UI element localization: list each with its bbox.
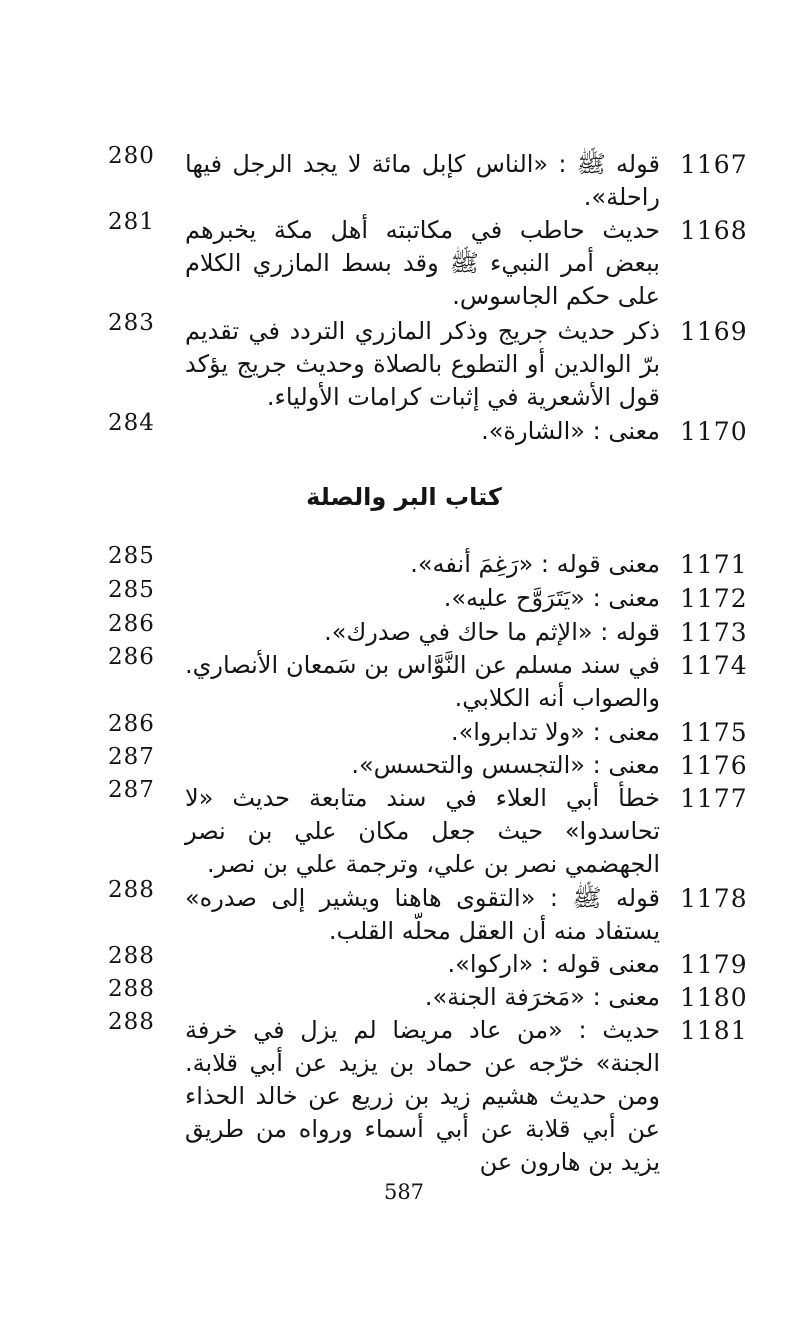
page-reference: 287 (108, 777, 155, 803)
page-reference: 286 (108, 711, 155, 737)
entry-text: معنى : «التجسس والتحسس». (351, 751, 660, 779)
entry-text: معنى : «يَتَرَوَّح عليه». (443, 584, 660, 612)
entry-text: حديث حاطب في مكاتبته أهل مكة يخبرهم ببعض أمر النبيء ﷺ وقد بسط المازري الكلام على حكم الجاسوس. (185, 216, 660, 310)
page-reference: 283 (108, 310, 155, 336)
entry-number: 1178 (680, 884, 748, 913)
page-reference: 284 (108, 410, 155, 436)
entry-text: معنى : «مَخرَفة الجنة». (424, 983, 660, 1011)
page-reference: 285 (108, 543, 155, 569)
entry-text: قوله ﷺ : «الناس كإبل مائة لا يجد الرجل فيها راحلة». (185, 150, 660, 211)
page-reference: 288 (108, 976, 155, 1002)
page-reference: 281 (108, 209, 155, 235)
page-number: 587 (383, 1180, 425, 1204)
entry-number: 1172 (680, 584, 748, 613)
entry-number: 1170 (680, 417, 748, 446)
page-reference: 287 (108, 744, 155, 770)
entry-number: 1175 (680, 718, 748, 747)
page-reference: 285 (108, 577, 155, 603)
entry-text: قوله : «الإثم ما حاك في صدرك». (324, 618, 660, 646)
entry-number: 1169 (680, 317, 748, 346)
entry-number: 1176 (680, 751, 748, 780)
entry-text: ذكر حديث جريج وذكر المازري التردد في تقديم برّ الوالدين أو التطوع بالصلاة وحديث جريج يؤكد قول الأشعرية في إثبات كرامات الأولياء. (185, 317, 660, 411)
entry-text: معنى : «الشارة». (481, 417, 660, 445)
entry-text: معنى قوله : «رَغِمَ أنفه». (410, 550, 660, 578)
page-reference: 286 (108, 611, 155, 637)
entry-number: 1181 (680, 1016, 748, 1045)
entry-number: 1177 (680, 784, 748, 813)
entry-number: 1174 (680, 651, 748, 680)
page-reference: 286 (108, 644, 155, 670)
entry-number: 1171 (680, 550, 748, 579)
page-reference: 280 (108, 143, 155, 169)
entry-number: 1173 (680, 618, 748, 647)
entry-number: 1168 (680, 216, 748, 245)
section-title: كتاب البر والصلة (306, 483, 502, 511)
entry-text: معنى قوله : «اركوا». (447, 950, 660, 978)
entry-text: خطأ أبي العلاء في سند متابعة حديث «لا تحاسدوا» حيث جعل مكان علي بن نصر الجهضمي نصر بن علي، وترجمة علي بن نصر. (185, 784, 660, 878)
entry-text: معنى : «ولا تدابروا». (450, 718, 660, 746)
entry-text: قوله ﷺ : «التقوى هاهنا ويشير إلى صدره» يستفاد منه أن العقل محلّه القلب. (185, 884, 660, 945)
page-reference: 288 (108, 943, 155, 969)
page-reference: 288 (108, 877, 155, 903)
entry-number: 1167 (680, 150, 748, 179)
entry-number: 1179 (680, 950, 748, 979)
entry-text: في سند مسلم عن النَّوَّاس بن سَمعان الأنصاري. والصواب أنه الكلابي. (185, 651, 660, 712)
entry-text: حديث : «من عاد مريضا لم يزل في خرفة الجنة» خرّجه عن حماد بن يزيد عن أبي قلابة. ومن حديث هشيم زيد بن زريع عن خالد الحذاء عن أبي قلابة عن أبي أسماء ورواه من طريق يزيد بن هارون عن (185, 1016, 660, 1176)
entry-number: 1180 (680, 983, 748, 1012)
page-reference: 288 (108, 1009, 155, 1035)
